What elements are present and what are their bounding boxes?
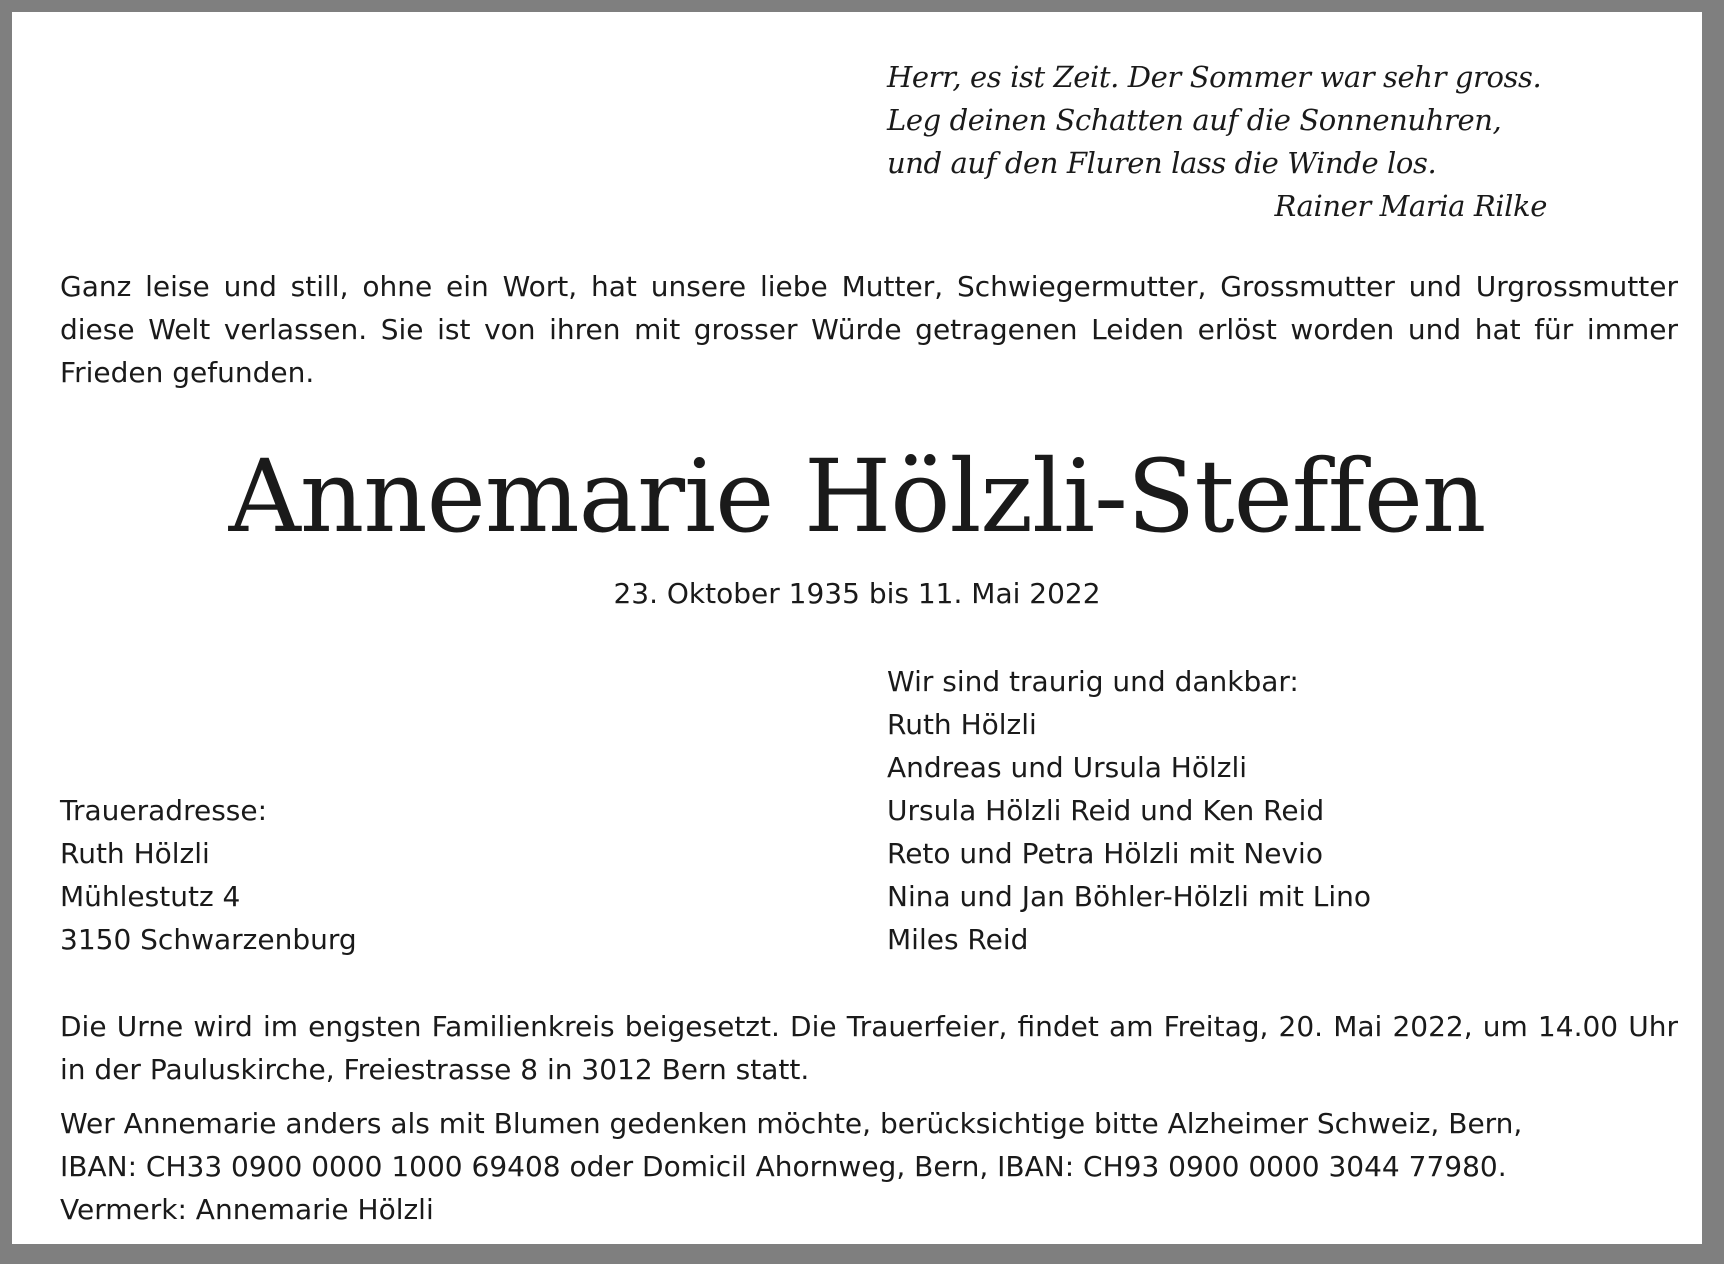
mourner-name: Ursula Hölzli Reid und Ken Reid (887, 794, 1325, 827)
address-line: 3150 Schwarzenburg (60, 923, 357, 956)
mourner-name: Miles Reid (887, 923, 1029, 956)
mourning-address (60, 789, 760, 961)
donation-line: Wer Annemarie anders als mit Blumen gedenken möchte, berücksichtige bitte Alzheimer Schweiz, Bern, (60, 1107, 1523, 1140)
address-line: Mühlestutz 4 (60, 880, 241, 913)
mourner-name: Andreas und Ursula Hölzli (887, 751, 1248, 784)
poem-line: Leg deinen Schatten auf die Sonnenuhren, (887, 103, 1502, 137)
ceremony-paragraph: Die Urne wird im engsten Familienkreis beigesetzt. Die Trauerfeier, findet am Freitag, 20. Mai 2022, um 14.00 Uhr in der Pauluskirche, Freiestrasse 8 in 3012 Bern statt. (60, 1010, 1678, 1086)
donation-paragraph (60, 1102, 1678, 1231)
intro-paragraph: Ganz leise und still, ohne ein Wort, hat unsere liebe Mutter, Schwiegermutter, Grossmutter und Urgrossmutter diese Welt verlassen. Sie ist von ihren mit grosser Würde getragenen Leiden erlöst worden und hat für immer Frieden gefunden. (60, 270, 1678, 389)
address-heading: Traueradresse: (60, 794, 268, 827)
poem-line: und auf den Fluren lass die Winde los. (887, 146, 1437, 180)
mourner-name: Ruth Hölzli (887, 708, 1037, 741)
mourners-heading: Wir sind traurig und dankbar: (887, 665, 1299, 698)
address-line: Ruth Hölzli (60, 837, 210, 870)
mourners-list (887, 660, 1667, 961)
poem-quote (887, 56, 1547, 228)
poem-line: Herr, es ist Zeit. Der Sommer war sehr gross. (887, 60, 1542, 94)
poem-author: Rainer Maria Rilke (1274, 189, 1547, 223)
obituary-page (12, 12, 1702, 1244)
deceased-name: Annemarie Hölzli-Steffen (228, 438, 1486, 555)
donation-iban-line: IBAN: CH33 0900 0000 1000 69408 oder Domicil Ahornweg, Bern, IBAN: CH93 0900 0000 3044 77980. (60, 1150, 1507, 1183)
mourner-name: Nina und Jan Böhler-Hölzli mit Lino (887, 880, 1371, 913)
mourner-name: Reto und Petra Hölzli mit Nevio (887, 837, 1323, 870)
donation-note: Vermerk: Annemarie Hölzli (60, 1193, 434, 1226)
life-dates: 23. Oktober 1935 bis 11. Mai 2022 (613, 577, 1101, 610)
